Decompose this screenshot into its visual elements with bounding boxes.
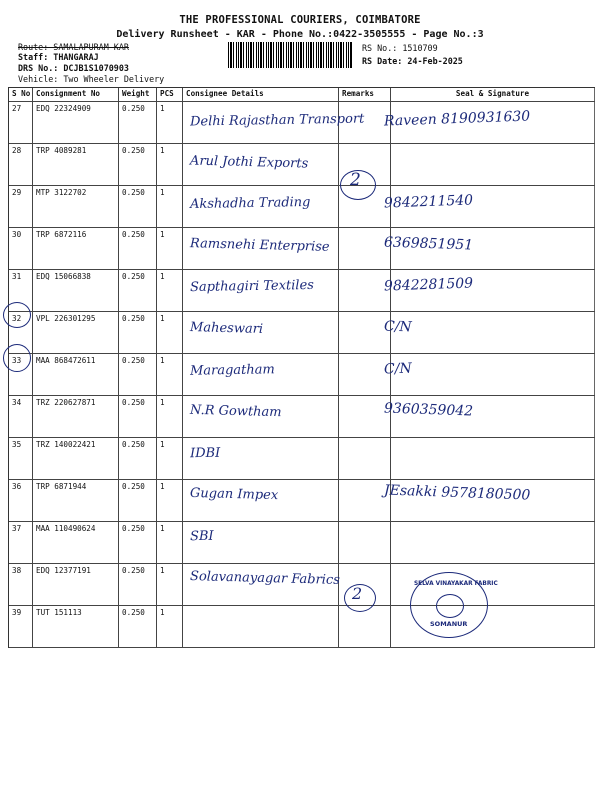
cell-consignment: TRP 6872116	[33, 228, 119, 269]
col-weight: Weight	[119, 88, 157, 101]
cell-sno: 32	[9, 312, 33, 353]
cell-signature	[391, 522, 595, 563]
cell-signature	[391, 312, 595, 353]
cell-consignment: TRZ 220627871	[33, 396, 119, 437]
cell-weight: 0.250	[119, 480, 157, 521]
cell-sno: 38	[9, 564, 33, 605]
consignee-handwriting: SBI	[189, 528, 214, 545]
table-row	[9, 312, 595, 354]
cell-pcs: 1	[157, 438, 183, 479]
cell-weight: 0.250	[119, 228, 157, 269]
col-signature: Seal & Signature	[391, 88, 595, 101]
remark-mark-38: 2	[352, 584, 363, 603]
signature-handwriting: C/N	[383, 318, 412, 336]
consignee-handwriting: Delhi Rajasthan Transport	[189, 111, 365, 130]
cell-weight: 0.250	[119, 396, 157, 437]
consignee-handwriting: Ramsnehi Enterprise	[189, 235, 330, 255]
consignee-handwriting: IDBI	[189, 445, 221, 462]
cell-consignment: EDQ 12377191	[33, 564, 119, 605]
consignee-handwriting: Gugan Impex	[189, 486, 279, 504]
cell-signature	[391, 144, 595, 185]
sno-circle-33	[3, 344, 31, 372]
cell-consignment: EDQ 15066838	[33, 270, 119, 311]
cell-consignment: TRP 6871944	[33, 480, 119, 521]
cell-pcs: 1	[157, 312, 183, 353]
cell-consignee	[183, 606, 339, 647]
cell-pcs: 1	[157, 564, 183, 605]
signature-handwriting: 9842281509	[383, 275, 474, 295]
signature-handwriting: 9360359042	[383, 400, 474, 420]
cell-weight: 0.250	[119, 270, 157, 311]
consignee-handwriting: N.R Gowtham	[189, 402, 282, 421]
col-pcs: PCS	[157, 88, 183, 101]
cell-pcs: 1	[157, 186, 183, 227]
cell-weight: 0.250	[119, 186, 157, 227]
cell-consignment: TRP 4089281	[33, 144, 119, 185]
consignee-handwriting: Maheswari	[189, 320, 264, 337]
stamp-bottom-text: SOMANUR	[430, 620, 468, 628]
cell-remarks	[339, 396, 391, 437]
signature-handwriting: 6369851951	[383, 234, 474, 254]
cell-pcs: 1	[157, 228, 183, 269]
sno-circle-32	[3, 302, 31, 328]
cell-sno: 28	[9, 144, 33, 185]
cell-consignment: TUT 151113	[33, 606, 119, 647]
table-header-row	[9, 88, 595, 102]
signature-handwriting: JEsakki 9578180500	[383, 482, 531, 504]
table-row	[9, 354, 595, 396]
consignee-handwriting: Solavanayagar Fabrics	[189, 568, 341, 588]
cell-remarks	[339, 438, 391, 479]
cell-sno: 39	[9, 606, 33, 647]
rs-number: RS No.: 1510709	[362, 43, 438, 53]
cell-pcs: 1	[157, 270, 183, 311]
consignee-handwriting: Arul Jothi Exports	[189, 153, 309, 172]
cell-weight: 0.250	[119, 522, 157, 563]
signature-handwriting: C/N	[383, 360, 412, 378]
col-consignee: Consignee Details	[183, 88, 339, 101]
company-stamp-inner	[436, 594, 464, 618]
cell-pcs: 1	[157, 102, 183, 143]
cell-sno: 37	[9, 522, 33, 563]
remark-mark-28: 2	[350, 170, 361, 190]
cell-consignment: EDQ 22324909	[33, 102, 119, 143]
cell-weight: 0.250	[119, 606, 157, 647]
table-row	[9, 438, 595, 480]
cell-sno: 35	[9, 438, 33, 479]
cell-signature	[391, 354, 595, 395]
col-sno: S No	[9, 88, 33, 101]
rs-date: RS Date: 24-Feb-2025	[362, 56, 463, 66]
table-row	[9, 606, 595, 648]
drs-number: DRS No.: DCJB1S1070903	[18, 63, 129, 73]
signature-handwriting: 9842211540	[383, 192, 474, 212]
cell-weight: 0.250	[119, 564, 157, 605]
col-remarks: Remarks	[339, 88, 391, 101]
stamp-top-text: SELVA VINAYAKAR FABRIC	[414, 581, 498, 587]
table-row	[9, 522, 595, 564]
cell-signature	[391, 438, 595, 479]
cell-weight: 0.250	[119, 438, 157, 479]
route-label: Route: SAMALAPURAM KAR	[18, 42, 129, 52]
consignee-handwriting: Sapthagiri Textiles	[189, 278, 315, 296]
cell-pcs: 1	[157, 144, 183, 185]
cell-weight: 0.250	[119, 354, 157, 395]
consignee-handwriting: Maragatham	[189, 361, 275, 379]
cell-sno: 36	[9, 480, 33, 521]
cell-pcs: 1	[157, 354, 183, 395]
table-row	[9, 396, 595, 438]
col-consignment: Consignment No	[33, 88, 119, 101]
runsheet-subtitle: Delivery Runsheet - KAR - Phone No.:0422-3505555 - Page No.:3	[116, 29, 484, 40]
cell-pcs: 1	[157, 480, 183, 521]
barcode	[228, 42, 353, 68]
cell-sno: 31	[9, 270, 33, 311]
cell-weight: 0.250	[119, 312, 157, 353]
cell-weight: 0.250	[119, 144, 157, 185]
cell-consignment: TRZ 140022421	[33, 438, 119, 479]
vehicle-label: Vehicle: Two Wheeler Delivery	[18, 74, 165, 84]
cell-remarks	[339, 606, 391, 647]
cell-sno: 27	[9, 102, 33, 143]
cell-pcs: 1	[157, 606, 183, 647]
cell-consignment: MAA 868472611	[33, 354, 119, 395]
cell-sno: 34	[9, 396, 33, 437]
cell-consignment: VPL 226301295	[33, 312, 119, 353]
staff-label: Staff: THANGARAJ	[18, 52, 99, 62]
cell-consignment: MTP 3122702	[33, 186, 119, 227]
cell-remarks	[339, 522, 391, 563]
cell-sno: 29	[9, 186, 33, 227]
signature-handwriting: Raveen 8190931630	[383, 108, 531, 130]
cell-consignment: MAA 110490624	[33, 522, 119, 563]
cell-pcs: 1	[157, 522, 183, 563]
cell-sno: 30	[9, 228, 33, 269]
cell-sno: 33	[9, 354, 33, 395]
runsheet-title: THE PROFESSIONAL COURIERS, COIMBATORE	[179, 14, 421, 26]
cell-weight: 0.250	[119, 102, 157, 143]
cell-pcs: 1	[157, 396, 183, 437]
consignee-handwriting: Akshadha Trading	[189, 195, 311, 213]
